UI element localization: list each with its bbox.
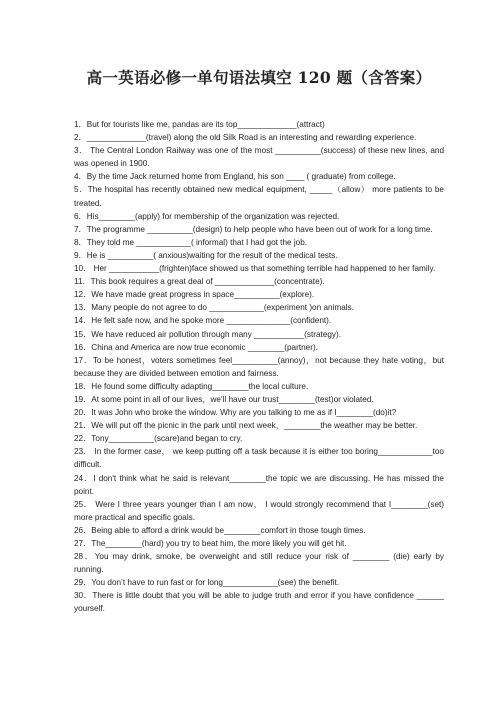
question-item: 19．At some point in all of our lives，we'll have our trust________(test)or violated. (74, 394, 374, 404)
question-item: 14．He felt safe now, and he spoke more ______________(confident). (74, 316, 332, 326)
question-item: 10． Her ___________(frighten)face showed us that something terrible had happened to her family. (74, 264, 436, 274)
question-item: 12．We have made great progress in space__________(explore). (74, 290, 315, 300)
question-item: 29．You don’t have to run fast or for long____________(see) the benefit. (74, 578, 340, 588)
question-item: 16．China and America are now true economic ________(partner). (74, 342, 318, 352)
question-item: 25． Were I three years younger than I am now， I would strongly recommend that I________(set) more practical and specific goals. (74, 499, 444, 522)
question-item: 28．You may drink, smoke, be overweight and still reduce your risk of ________ (die) early by running. (74, 552, 444, 575)
question-item: 20．It was John who broke the window. Why are you talking to me as if I________(do)it? (74, 408, 397, 418)
question-item: 11．This book requires a great deal of _____________(concentrate). (74, 277, 325, 287)
question-item: 22．Tony__________(scare)and began to cry. (74, 434, 243, 444)
question-item: 8．They told me ____________( informal) that I had got the job. (74, 237, 308, 247)
question-item: 2．_____________(travel) along the old Silk Road is an interesting and rewarding experience. (74, 133, 417, 143)
question-item: 24．I don't think what he said is relevant________the topic we are discussing. He has missed the point. (74, 473, 444, 496)
question-item: 17．To be honest，voters sometimes feel__________(annoy)，not because they hate voting，but because they are divided between emotion and fairness. (74, 355, 444, 378)
question-item: 1．But for tourists like me, pandas are its top_____________(attract) (74, 120, 325, 129)
question-item: 13．Many people do not agree to do ____________(experiment )on animals. (74, 303, 354, 313)
question-item: 18．He found some difficulty adapting________the local culture. (74, 381, 309, 391)
question-item: 4．By the time Jack returned home from England, his son ____ ( graduate) from college. (74, 172, 396, 182)
question-item: 23． In the former case， we keep putting off a task because it is either too boring____________too difficult. (74, 447, 444, 470)
question-item: 5．The hospital has recently obtained new medical equipment, _____（allow） more patients to be treated. (74, 185, 444, 208)
question-item: 27．The________(hard) you try to beat him, the more likely you will get hit. (74, 539, 347, 548)
question-list (74, 118, 444, 616)
document-title: 高一英语必修一单句语法填空 120 题（含答案） (86, 68, 432, 87)
question-item: 3． The Central London Railway was one of the most __________(success) of these new lines, and was opened in 1900. (74, 146, 444, 169)
question-item: 26．Being able to afford a drink would be________comfort in those tough times. (74, 525, 366, 535)
question-item: 21．We will put off the picnic in the park until next week，________the weather may be better. (74, 421, 418, 431)
question-item: 30．There is little doubt that you will be able to judge truth and error if you have confidence ______ yourself. (74, 591, 444, 614)
question-item: 7．The programme __________(design) to help people who have been out of work for a long time. (74, 224, 433, 234)
question-item: 6．His________(apply) for membership of the organization was rejected. (74, 211, 340, 221)
question-item: 15．We have reduced air pollution through many ___________(strategy). (74, 329, 342, 339)
question-item: 9．He is __________( anxious)waiting for the result of the medical tests. (74, 250, 338, 260)
